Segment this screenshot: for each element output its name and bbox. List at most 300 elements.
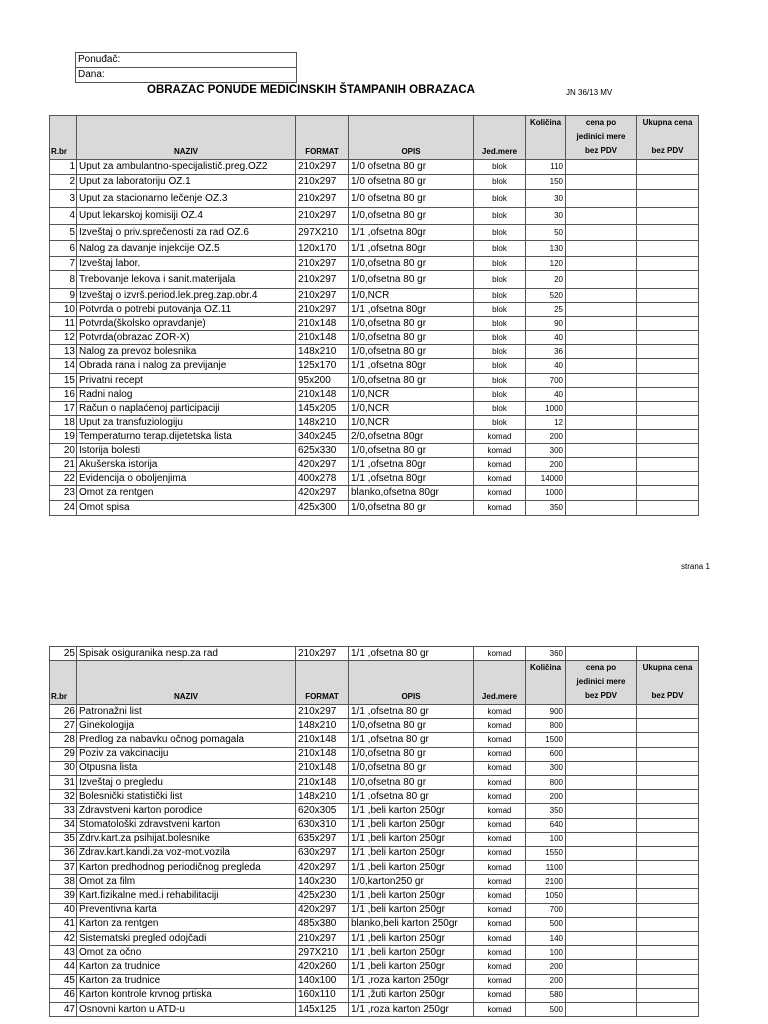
total-price-cell[interactable]: [637, 804, 699, 818]
total-price-cell[interactable]: [637, 257, 699, 271]
header-naziv: NAZIV: [77, 661, 296, 705]
item-description: 1/0,ofsetna 80 gr: [349, 271, 474, 289]
item-description: 1/1 ,ofsetna 80gr: [349, 225, 474, 241]
item-unit: komad: [474, 804, 526, 818]
table-row: [50, 444, 699, 458]
table-row: [50, 988, 699, 1002]
item-quantity: 500: [526, 1002, 566, 1016]
item-description: 1/0,ofsetna 80 gr: [349, 761, 474, 775]
unit-price-cell[interactable]: [566, 1002, 637, 1016]
row-number: 46: [50, 988, 77, 1002]
total-price-cell[interactable]: [637, 889, 699, 903]
item-unit: komad: [474, 974, 526, 988]
item-name: Bolesnički statistički list: [77, 790, 296, 804]
item-format: 140x100: [296, 974, 349, 988]
unit-price-cell[interactable]: [566, 190, 637, 208]
item-description: 1/0,NCR: [349, 402, 474, 416]
total-price-cell[interactable]: [637, 875, 699, 889]
total-price-cell[interactable]: [637, 345, 699, 359]
item-unit: komad: [474, 903, 526, 917]
unit-price-cell[interactable]: [566, 974, 637, 988]
table-row: [50, 647, 699, 661]
item-description: 1/1 ,beli karton 250gr: [349, 960, 474, 974]
row-number: 14: [50, 359, 77, 374]
item-unit: blok: [474, 331, 526, 345]
item-description: 1/0,ofsetna 80 gr: [349, 208, 474, 225]
row-number: 3: [50, 190, 77, 208]
item-quantity: 150: [526, 175, 566, 190]
item-unit: blok: [474, 257, 526, 271]
unit-price-cell[interactable]: [566, 932, 637, 946]
item-format: 210x148: [296, 331, 349, 345]
row-number: 4: [50, 208, 77, 225]
item-description: 1/1 ,beli karton 250gr: [349, 846, 474, 860]
item-format: 210x297: [296, 257, 349, 271]
total-price-cell[interactable]: [637, 486, 699, 501]
item-format: 420x260: [296, 960, 349, 974]
item-name: Otpusna lista: [77, 761, 296, 775]
item-unit: komad: [474, 719, 526, 733]
document-title: OBRAZAC PONUDE MEDICINSKIH ŠTAMPANIH OBRAZACA: [147, 84, 475, 96]
unit-price-cell[interactable]: [566, 458, 637, 472]
total-price-cell[interactable]: [637, 458, 699, 472]
unit-price-cell[interactable]: [566, 988, 637, 1002]
unit-price-cell[interactable]: [566, 501, 637, 516]
item-description: 1/0 ofsetna 80 gr: [349, 175, 474, 190]
header-kolicina: Količina: [526, 116, 566, 160]
item-name: Osnovni karton u ATD-u: [77, 1002, 296, 1016]
item-name: Nalog za prevoz bolesnika: [77, 345, 296, 359]
total-price-cell[interactable]: [637, 444, 699, 458]
total-price-cell[interactable]: [637, 402, 699, 416]
total-price-cell[interactable]: [637, 775, 699, 789]
header-rbr: R.br: [50, 661, 77, 705]
table-row: [50, 458, 699, 472]
unit-price-cell[interactable]: [566, 719, 637, 733]
item-description: blanko,beli karton 250gr: [349, 917, 474, 931]
total-price-cell[interactable]: [637, 903, 699, 917]
total-price-cell[interactable]: [637, 647, 699, 661]
item-description: 1/1 ,ofsetna 80gr: [349, 458, 474, 472]
total-price-cell[interactable]: [637, 917, 699, 931]
unit-price-cell[interactable]: [566, 289, 637, 303]
total-price-cell[interactable]: [637, 388, 699, 402]
item-quantity: 200: [526, 790, 566, 804]
table-row: [50, 331, 699, 345]
unit-price-cell[interactable]: [566, 317, 637, 331]
item-format: 630x297: [296, 846, 349, 860]
item-description: 1/1 ,beli karton 250gr: [349, 861, 474, 875]
unit-price-cell[interactable]: [566, 303, 637, 317]
item-quantity: 500: [526, 917, 566, 931]
item-description: 1/0,karton250 gr: [349, 875, 474, 889]
unit-price-cell[interactable]: [566, 225, 637, 241]
total-price-cell[interactable]: [637, 175, 699, 190]
unit-price-cell[interactable]: [566, 889, 637, 903]
item-name: Izveštaj o priv.sprečenosti za rad OZ.6: [77, 225, 296, 241]
item-unit: komad: [474, 889, 526, 903]
total-price-cell[interactable]: [637, 303, 699, 317]
unit-price-cell[interactable]: [566, 832, 637, 846]
unit-price-cell[interactable]: [566, 359, 637, 374]
row-number: 10: [50, 303, 77, 317]
total-price-cell[interactable]: [637, 190, 699, 208]
item-quantity: 1050: [526, 889, 566, 903]
item-name: Karton predhodnog periodičnog pregleda: [77, 861, 296, 875]
item-format: 148x210: [296, 416, 349, 430]
table-row: [50, 472, 699, 486]
table-row: [50, 889, 699, 903]
total-price-cell[interactable]: [637, 747, 699, 761]
item-quantity: 640: [526, 818, 566, 832]
total-price-cell[interactable]: [637, 974, 699, 988]
item-name: Stomatološki zdravstveni karton: [77, 818, 296, 832]
item-quantity: 110: [526, 160, 566, 175]
row-number: 29: [50, 747, 77, 761]
item-unit: blok: [474, 374, 526, 388]
total-price-cell[interactable]: [637, 761, 699, 775]
total-price-cell[interactable]: [637, 818, 699, 832]
unit-price-cell[interactable]: [566, 486, 637, 501]
table-row: [50, 946, 699, 960]
total-price-cell[interactable]: [637, 271, 699, 289]
unit-price-cell[interactable]: [566, 875, 637, 889]
item-unit: komad: [474, 875, 526, 889]
table-row: [50, 719, 699, 733]
total-price-cell[interactable]: [637, 472, 699, 486]
unit-price-cell[interactable]: [566, 846, 637, 860]
item-name: Zdrav.kart.kandi.za voz-mot.vozila: [77, 846, 296, 860]
item-name: Patronažni list: [77, 705, 296, 719]
unit-price-cell[interactable]: [566, 903, 637, 917]
total-price-cell[interactable]: [637, 241, 699, 257]
row-number: 5: [50, 225, 77, 241]
item-format: 210x297: [296, 190, 349, 208]
total-price-cell[interactable]: [637, 374, 699, 388]
item-description: 1/0 ofsetna 80 gr: [349, 160, 474, 175]
unit-price-cell[interactable]: [566, 861, 637, 875]
item-format: 425x300: [296, 501, 349, 516]
item-description: 1/0,NCR: [349, 416, 474, 430]
item-description: 1/0,ofsetna 80 gr: [349, 257, 474, 271]
table-row: [50, 846, 699, 860]
item-name: Uput lekarskoj komisiji OZ.4: [77, 208, 296, 225]
header-line: jedinici mere: [576, 677, 626, 686]
item-unit: komad: [474, 960, 526, 974]
item-format: 620x305: [296, 804, 349, 818]
item-name: Radni nalog: [77, 388, 296, 402]
item-quantity: 800: [526, 719, 566, 733]
item-unit: blok: [474, 345, 526, 359]
header-cena: [566, 116, 637, 160]
item-unit: komad: [474, 988, 526, 1002]
item-unit: blok: [474, 160, 526, 175]
row-number: 47: [50, 1002, 77, 1016]
total-price-cell[interactable]: [637, 705, 699, 719]
total-price-cell[interactable]: [637, 208, 699, 225]
item-format: 210x148: [296, 388, 349, 402]
item-description: 1/1 ,roza karton 250gr: [349, 1002, 474, 1016]
item-unit: blok: [474, 190, 526, 208]
item-description: 1/1 ,ofsetna 80 gr: [349, 790, 474, 804]
total-price-cell[interactable]: [637, 988, 699, 1002]
total-price-cell[interactable]: [637, 359, 699, 374]
header-naziv: NAZIV: [77, 116, 296, 160]
unit-price-cell[interactable]: [566, 761, 637, 775]
total-price-cell[interactable]: [637, 960, 699, 974]
item-description: 1/0,ofsetna 80 gr: [349, 374, 474, 388]
unit-price-cell[interactable]: [566, 430, 637, 444]
row-number: 23: [50, 486, 77, 501]
offer-table-page-2: [49, 646, 699, 1017]
table-row: [50, 501, 699, 516]
table-row: [50, 359, 699, 374]
row-number: 28: [50, 733, 77, 747]
unit-price-cell[interactable]: [566, 374, 637, 388]
row-number: 44: [50, 960, 77, 974]
unit-price-cell[interactable]: [566, 804, 637, 818]
item-description: 1/1 ,beli karton 250gr: [349, 889, 474, 903]
total-price-cell[interactable]: [637, 331, 699, 345]
header-rbr: R.br: [50, 116, 77, 160]
total-price-cell[interactable]: [637, 289, 699, 303]
unit-price-cell[interactable]: [566, 775, 637, 789]
row-number: 31: [50, 775, 77, 789]
item-format: 625x330: [296, 444, 349, 458]
table-row: [50, 257, 699, 271]
item-name: Karton za trudnice: [77, 974, 296, 988]
total-price-cell[interactable]: [637, 160, 699, 175]
row-number: 9: [50, 289, 77, 303]
item-quantity: 40: [526, 331, 566, 345]
item-name: Predlog za nabavku očnog pomagala: [77, 733, 296, 747]
item-description: 1/1 ,beli karton 250gr: [349, 804, 474, 818]
table-row: [50, 345, 699, 359]
header-line: bez PDV: [651, 691, 684, 700]
total-price-cell[interactable]: [637, 416, 699, 430]
header-line: bez PDV: [651, 146, 684, 155]
unit-price-cell[interactable]: [566, 271, 637, 289]
total-price-cell[interactable]: [637, 317, 699, 331]
total-price-cell[interactable]: [637, 719, 699, 733]
item-name: Zdravstveni karton porodice: [77, 804, 296, 818]
item-unit: komad: [474, 747, 526, 761]
item-name: Izveštaj o pregledu: [77, 775, 296, 789]
item-name: Uput za transfuziologiju: [77, 416, 296, 430]
table-row: [50, 289, 699, 303]
item-description: 1/1 ,ofsetna 80gr: [349, 241, 474, 257]
item-unit: komad: [474, 647, 526, 661]
item-unit: blok: [474, 208, 526, 225]
item-description: 1/0,ofsetna 80 gr: [349, 444, 474, 458]
item-description: 1/1 ,ofsetna 80 gr: [349, 647, 474, 661]
table-row: [50, 790, 699, 804]
item-format: 340x245: [296, 430, 349, 444]
item-unit: blok: [474, 388, 526, 402]
item-name: Ginekologija: [77, 719, 296, 733]
unit-price-cell[interactable]: [566, 160, 637, 175]
item-description: 1/1 ,beli karton 250gr: [349, 903, 474, 917]
table-row: [50, 917, 699, 931]
row-number: 25: [50, 647, 77, 661]
unit-price-cell[interactable]: [566, 388, 637, 402]
item-unit: blok: [474, 359, 526, 374]
item-format: 297X210: [296, 946, 349, 960]
row-number: 42: [50, 932, 77, 946]
item-quantity: 350: [526, 501, 566, 516]
total-price-cell[interactable]: [637, 225, 699, 241]
unit-price-cell[interactable]: [566, 747, 637, 761]
item-quantity: 2100: [526, 875, 566, 889]
table-row: [50, 225, 699, 241]
table-row: [50, 430, 699, 444]
item-format: 95x200: [296, 374, 349, 388]
item-quantity: 120: [526, 257, 566, 271]
table-row: [50, 416, 699, 430]
item-format: 120x170: [296, 241, 349, 257]
header-line: cena po: [585, 118, 617, 127]
unit-price-cell[interactable]: [566, 175, 637, 190]
date-label: Dana:: [76, 68, 297, 83]
item-quantity: 1000: [526, 486, 566, 501]
item-quantity: 40: [526, 359, 566, 374]
offer-table-page-1: [49, 115, 699, 516]
header-line: bez PDV: [584, 691, 617, 700]
item-unit: blok: [474, 416, 526, 430]
unit-price-cell[interactable]: [566, 416, 637, 430]
item-description: 1/0,ofsetna 80 gr: [349, 317, 474, 331]
unit-price-cell[interactable]: [566, 345, 637, 359]
unit-price-cell[interactable]: [566, 818, 637, 832]
row-number: 30: [50, 761, 77, 775]
unit-price-cell[interactable]: [566, 444, 637, 458]
item-quantity: 20: [526, 271, 566, 289]
item-format: 420x297: [296, 458, 349, 472]
unit-price-cell[interactable]: [566, 960, 637, 974]
total-price-cell[interactable]: [637, 1002, 699, 1016]
table-row: [50, 303, 699, 317]
unit-price-cell[interactable]: [566, 208, 637, 225]
item-unit: komad: [474, 430, 526, 444]
unit-price-cell[interactable]: [566, 472, 637, 486]
table-row: [50, 705, 699, 719]
item-name: Omot za film: [77, 875, 296, 889]
item-description: 1/1 ,roza karton 250gr: [349, 974, 474, 988]
unit-price-cell[interactable]: [566, 647, 637, 661]
table-row: [50, 861, 699, 875]
unit-price-cell[interactable]: [566, 790, 637, 804]
table-row: [50, 190, 699, 208]
header-opis: OPIS: [349, 661, 474, 705]
item-quantity: 200: [526, 974, 566, 988]
item-format: 425x230: [296, 889, 349, 903]
row-number: 39: [50, 889, 77, 903]
total-price-cell[interactable]: [637, 430, 699, 444]
unit-price-cell[interactable]: [566, 402, 637, 416]
table-row: [50, 208, 699, 225]
unit-price-cell[interactable]: [566, 733, 637, 747]
item-unit: komad: [474, 761, 526, 775]
total-price-cell[interactable]: [637, 932, 699, 946]
item-unit: blok: [474, 225, 526, 241]
unit-price-cell[interactable]: [566, 331, 637, 345]
header-line: jedinici mere: [576, 132, 626, 141]
item-unit: komad: [474, 832, 526, 846]
bidder-box: [75, 52, 297, 83]
header-format: FORMAT: [296, 116, 349, 160]
total-price-cell[interactable]: [637, 501, 699, 516]
item-unit: blok: [474, 271, 526, 289]
item-name: Potvrda o potrebi putovanja OZ.11: [77, 303, 296, 317]
row-number: 34: [50, 818, 77, 832]
item-format: 140x230: [296, 875, 349, 889]
item-description: 1/1 ,ofsetna 80gr: [349, 472, 474, 486]
item-format: 635x297: [296, 832, 349, 846]
row-number: 45: [50, 974, 77, 988]
unit-price-cell[interactable]: [566, 241, 637, 257]
header-ukupno: [637, 661, 699, 705]
row-number: 8: [50, 271, 77, 289]
item-unit: komad: [474, 458, 526, 472]
item-quantity: 200: [526, 458, 566, 472]
unit-price-cell[interactable]: [566, 257, 637, 271]
item-quantity: 14000: [526, 472, 566, 486]
item-unit: komad: [474, 932, 526, 946]
item-description: 1/1 ,beli karton 250gr: [349, 818, 474, 832]
row-number: 13: [50, 345, 77, 359]
item-quantity: 520: [526, 289, 566, 303]
total-price-cell[interactable]: [637, 832, 699, 846]
item-unit: blok: [474, 241, 526, 257]
row-number: 41: [50, 917, 77, 931]
item-quantity: 300: [526, 444, 566, 458]
header-kolicina: Količina: [526, 661, 566, 705]
total-price-cell[interactable]: [637, 733, 699, 747]
item-name: Spisak osiguranika nesp.za rad: [77, 647, 296, 661]
item-quantity: 25: [526, 303, 566, 317]
item-format: 400x278: [296, 472, 349, 486]
item-name: Omot spisa: [77, 501, 296, 516]
item-format: 210x297: [296, 175, 349, 190]
item-name: Uput za laboratoriju OZ.1: [77, 175, 296, 190]
item-format: 210x297: [296, 303, 349, 317]
total-price-cell[interactable]: [637, 846, 699, 860]
unit-price-cell[interactable]: [566, 946, 637, 960]
table-row: [50, 903, 699, 917]
table-row: [50, 374, 699, 388]
item-unit: komad: [474, 733, 526, 747]
item-quantity: 30: [526, 208, 566, 225]
row-number: 40: [50, 903, 77, 917]
total-price-cell[interactable]: [637, 790, 699, 804]
total-price-cell[interactable]: [637, 861, 699, 875]
item-quantity: 36: [526, 345, 566, 359]
item-format: 145x125: [296, 1002, 349, 1016]
item-description: blanko,ofsetna 80gr: [349, 486, 474, 501]
item-quantity: 360: [526, 647, 566, 661]
item-quantity: 100: [526, 946, 566, 960]
unit-price-cell[interactable]: [566, 705, 637, 719]
item-description: 1/0,ofsetna 80 gr: [349, 331, 474, 345]
item-format: 210x297: [296, 705, 349, 719]
item-description: 1/1 ,beli karton 250gr: [349, 932, 474, 946]
table-row: [50, 775, 699, 789]
unit-price-cell[interactable]: [566, 917, 637, 931]
table-row: [50, 960, 699, 974]
row-number: 27: [50, 719, 77, 733]
item-description: 1/0,ofsetna 80 gr: [349, 747, 474, 761]
total-price-cell[interactable]: [637, 946, 699, 960]
